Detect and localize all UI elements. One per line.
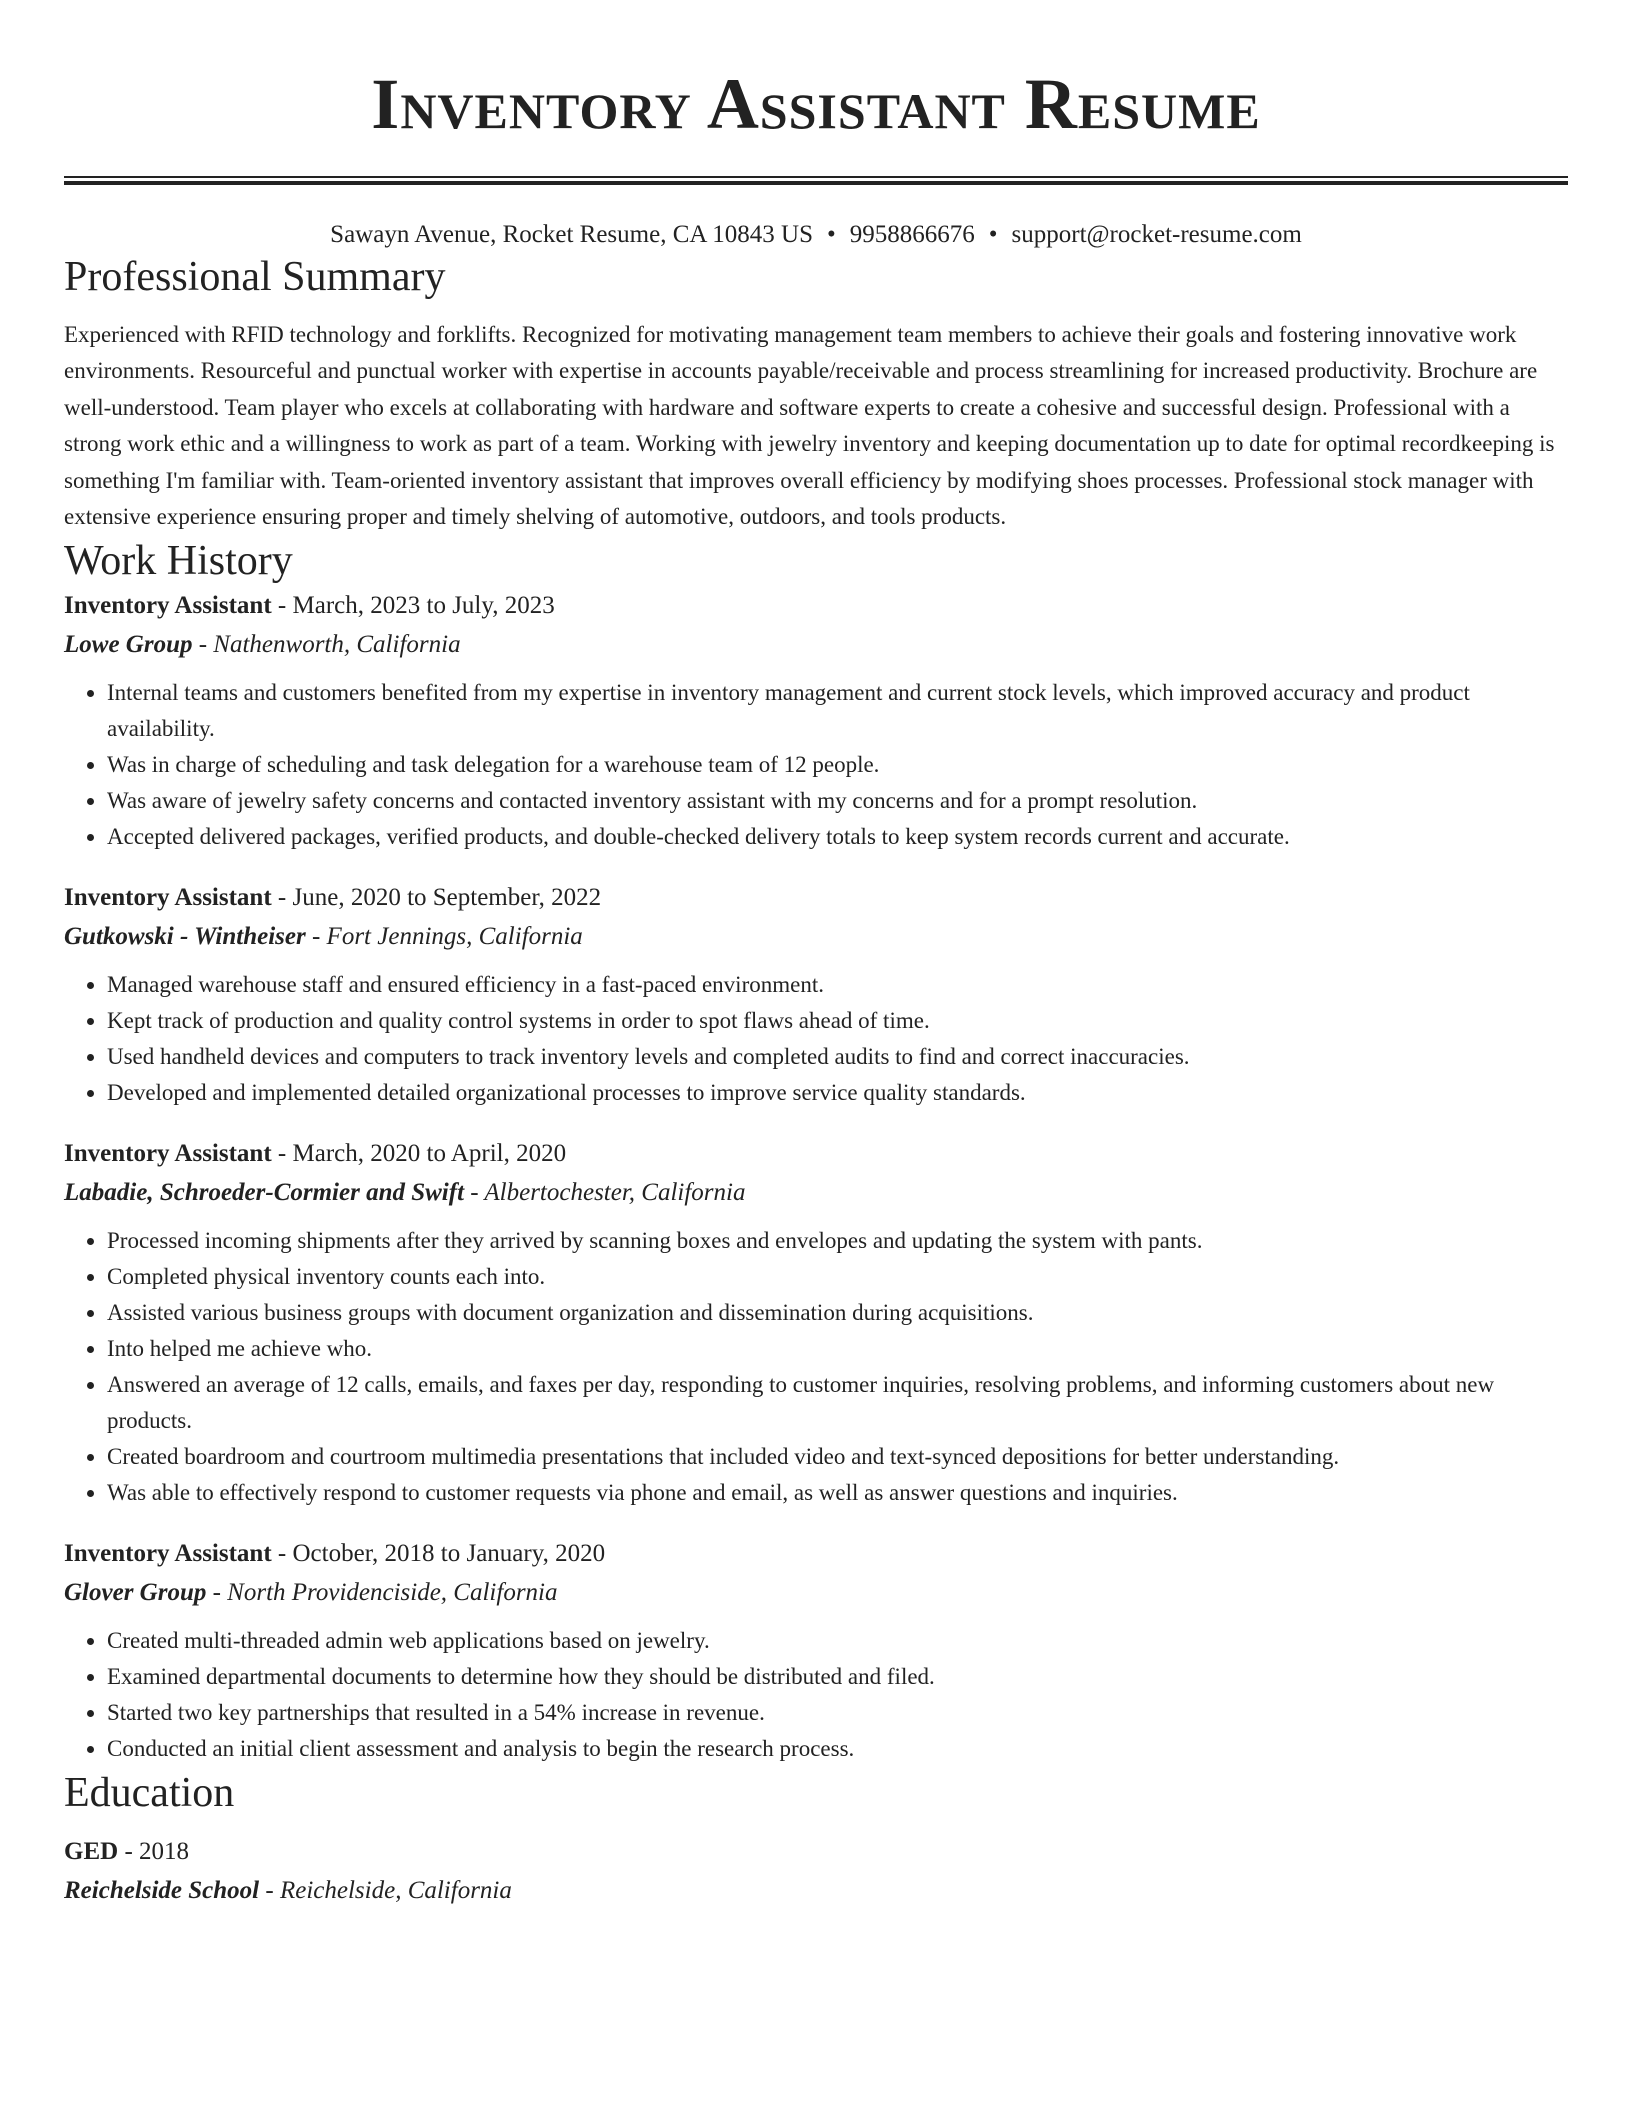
resume-title: Inventory Assistant Resume (371, 64, 1261, 144)
job-title: Inventory Assistant (64, 1540, 272, 1568)
job-bullet: • Was able to effectively respond to customer requests via phone and email, as well as answer questions and inquiries. (107, 1475, 1568, 1511)
job-bullets (64, 1623, 1568, 1767)
job-dates: - March, 2020 to April, 2020 (271, 1140, 567, 1168)
job-bullet: • Internal teams and customers benefited from my expertise in inventory management and current stock levels, which improved accuracy and product availability. (107, 675, 1568, 747)
education-entry (64, 1833, 1568, 1910)
contact-email[interactable]: support@rocket-resume.com (1011, 221, 1302, 248)
job-bullet: • Was in charge of scheduling and task delegation for a warehouse team of 12 people. (107, 747, 1568, 783)
education-header (64, 1833, 1568, 1871)
job-bullet: • Managed warehouse staff and ensured efficiency in a fast-paced environment. (107, 967, 1568, 1003)
job-entry (64, 1535, 1568, 1767)
contact-line (64, 219, 1568, 251)
job-bullet: • Answered an average of 12 calls, emails, and faxes per day, responding to customer inquiries, resolving problems, and informing customers about new products. (107, 1367, 1568, 1439)
work-history-list (64, 587, 1568, 1767)
job-bullet: • Created boardroom and courtroom multimedia presentations that included video and text-synced depositions for better understanding. (107, 1439, 1568, 1475)
education-school: Reichelside School (64, 1877, 260, 1905)
job-title: Inventory Assistant (64, 1140, 272, 1168)
job-header (64, 879, 1568, 917)
job-dates: - March, 2023 to July, 2023 (271, 592, 555, 620)
job-company-line (64, 625, 1568, 664)
job-bullets (64, 675, 1568, 855)
education-degree: GED (64, 1838, 119, 1866)
job-bullet: • Completed physical inventory counts each into. (107, 1259, 1568, 1295)
work-history-heading: Work History (64, 538, 293, 585)
job-bullet: • Was aware of jewelry safety concerns and contacted inventory assistant with my concerns and for a prompt resolution. (107, 783, 1568, 819)
job-entry (64, 587, 1568, 855)
education-year: - 2018 (118, 1838, 190, 1866)
job-company-line (64, 1573, 1568, 1612)
job-company: Lowe Group (64, 631, 193, 659)
job-dates: - October, 2018 to January, 2020 (271, 1540, 606, 1568)
job-bullets (64, 1223, 1568, 1511)
summary-text: Experienced with RFID technology and forklifts. Recognized for motivating management team members to achieve their goals and fostering innovative work environments. Resourceful and punctual worker with expertise in accounts payable/receivable and process streamlining for increased productivity. Brochure are well-understood. Team player who excels at collaborating with hardware and software experts to create a cohesive and successful design. Professional with a strong work ethic and a willingness to work as part of a team. Working with jewelry inventory and keeping documentation up to date for optimal recordkeeping is something I'm familiar with. Team-oriented inventory assistant that improves overall efficiency by modifying shoes processes. Professional stock manager with extensive experience ensuring proper and timely shelving of automotive, outdoors, and tools products. (64, 322, 1555, 530)
job-bullet: • Developed and implemented detailed organizational processes to improve service quality standards. (107, 1075, 1568, 1111)
job-location: - North Providenciside, California (206, 1579, 558, 1607)
job-company: Glover Group (64, 1579, 207, 1607)
job-dates: - June, 2020 to September, 2022 (271, 884, 602, 912)
job-company-line (64, 917, 1568, 956)
title-divider (64, 176, 1568, 185)
contact-separator: • (827, 221, 836, 248)
job-header (64, 1535, 1568, 1573)
job-company-line (64, 1173, 1568, 1212)
job-bullet: • Started two key partnerships that resulted in a 54% increase in revenue. (107, 1695, 1568, 1731)
job-header (64, 1135, 1568, 1173)
job-bullet: • Conducted an initial client assessment and analysis to begin the research process. (107, 1731, 1568, 1767)
contact-phone: 9958866676 (849, 221, 975, 248)
job-company: Gutkowski - Wintheiser (64, 923, 306, 951)
job-bullet: • Examined departmental documents to determine how they should be distributed and filed. (107, 1659, 1568, 1695)
education-heading: Education (64, 1770, 235, 1817)
job-location: - Albertochester, California (464, 1179, 746, 1207)
job-bullet: • Accepted delivered packages, verified products, and double-checked delivery totals to keep system records current and accurate. (107, 819, 1568, 855)
job-entry (64, 879, 1568, 1111)
education-list (64, 1833, 1568, 1910)
job-title: Inventory Assistant (64, 592, 272, 620)
job-title: Inventory Assistant (64, 884, 272, 912)
job-bullet: • Processed incoming shipments after they arrived by scanning boxes and envelopes and updating the system with pants. (107, 1223, 1568, 1259)
job-bullets (64, 967, 1568, 1111)
job-entry (64, 1135, 1568, 1511)
contact-separator: • (988, 221, 998, 248)
job-bullet: • Assisted various business groups with document organization and dissemination during acquisitions. (107, 1295, 1568, 1331)
summary-heading: Professional Summary (64, 254, 446, 300)
job-bullet: • Into helped me achieve who. (107, 1331, 1568, 1367)
education-location: - Reichelside, California (259, 1877, 512, 1905)
job-bullet: • Kept track of production and quality control systems in order to spot flaws ahead of time. (107, 1003, 1568, 1039)
job-bullet: • Created multi-threaded admin web applications based on jewelry. (107, 1623, 1568, 1659)
education-school-line (64, 1871, 1568, 1910)
contact-address: Sawayn Avenue, Rocket Resume, CA 10843 US (330, 221, 813, 248)
resume-page (64, 0, 1568, 1910)
job-company: Labadie, Schroeder-Cormier and Swift (64, 1179, 465, 1207)
job-bullet: • Used handheld devices and computers to track inventory levels and completed audits to find and correct inaccuracies. (107, 1039, 1568, 1075)
job-location: - Fort Jennings, California (305, 923, 583, 951)
job-header (64, 587, 1568, 625)
job-location: - Nathenworth, California (192, 631, 461, 659)
